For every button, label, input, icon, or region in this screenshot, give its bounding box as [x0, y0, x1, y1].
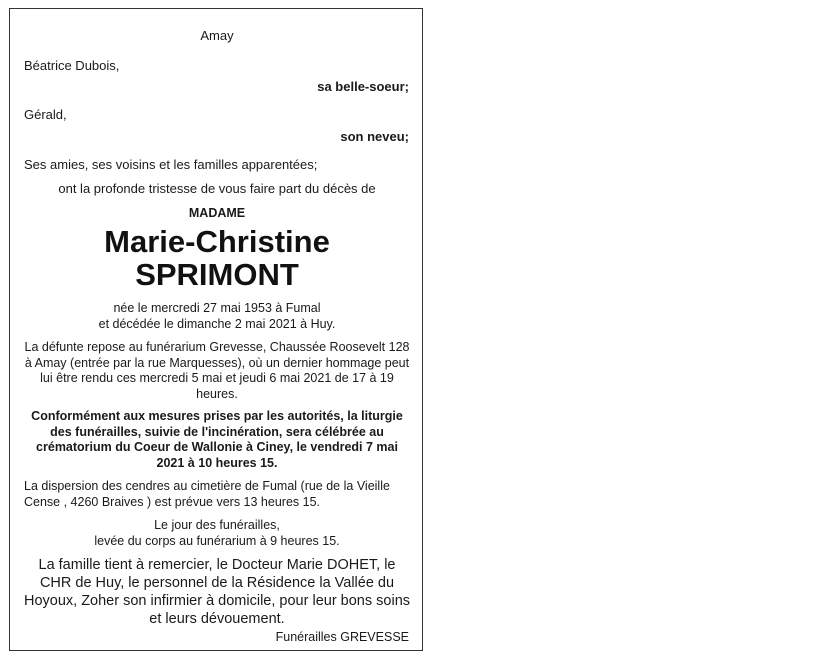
birth-line: née le mercredi 27 mai 1953 à Fumal	[113, 301, 321, 315]
honorific: MADAME	[188, 206, 246, 220]
thanks-paragraph: La famille tient à remercier, le Docteur Marie DOHET, le CHR de Huy, le personnel de la Résidence la Vallée du Hoyoux, Zoher son infirmier à domicile, pour leur bons soins et leurs dévouement.	[23, 557, 411, 627]
relative-relation-1: sa belle-soeur;	[317, 79, 409, 94]
relative-name-2: Gérald,	[24, 107, 67, 122]
death-line: et décédée le dimanche 2 mai 2021 à Huy.	[98, 317, 336, 331]
funeral-day-line: Le jour des funérailles,	[154, 518, 280, 532]
relative-name-1: Béatrice Dubois,	[24, 58, 120, 73]
repose-paragraph: La défunte repose au funérarium Grevesse, Chaussée Roosevelt 128 à Amay (entrée par la rue Marquesses), où un dernier hommage peut lui être rendu ces mercredi 5 mai et jeudi 6 mai 2021 de 17 à 19 heures.	[24, 340, 410, 401]
announcement-line: ont la profonde tristesse de vous faire part du décès de	[58, 181, 376, 196]
ceremony-paragraph: Conformément aux mesures prises par les autorités, la liturgie des funérailles, suivie de l'incinération, sera célébrée au crématorium du Coeur de Wallonie à Ciney, le vendredi 7 mai 2021 à 10 heures 15.	[31, 409, 403, 470]
ashes-paragraph: La dispersion des cendres au cimetière de Fumal (rue de la Vieille Cense , 4260 Braives ) est prévue vers 13 heures 15.	[24, 479, 390, 509]
place-name: Amay	[200, 28, 234, 43]
obituary-notice	[9, 8, 423, 651]
funeral-home: Funérailles GREVESSE	[275, 630, 409, 644]
friends-line: Ses amies, ses voisins et les familles apparentées;	[24, 157, 318, 172]
deceased-name: Marie-Christine SPRIMONT	[104, 224, 330, 293]
procession-line: levée du corps au funérarium à 9 heures 15.	[94, 534, 340, 548]
relative-relation-2: son neveu;	[340, 129, 409, 144]
